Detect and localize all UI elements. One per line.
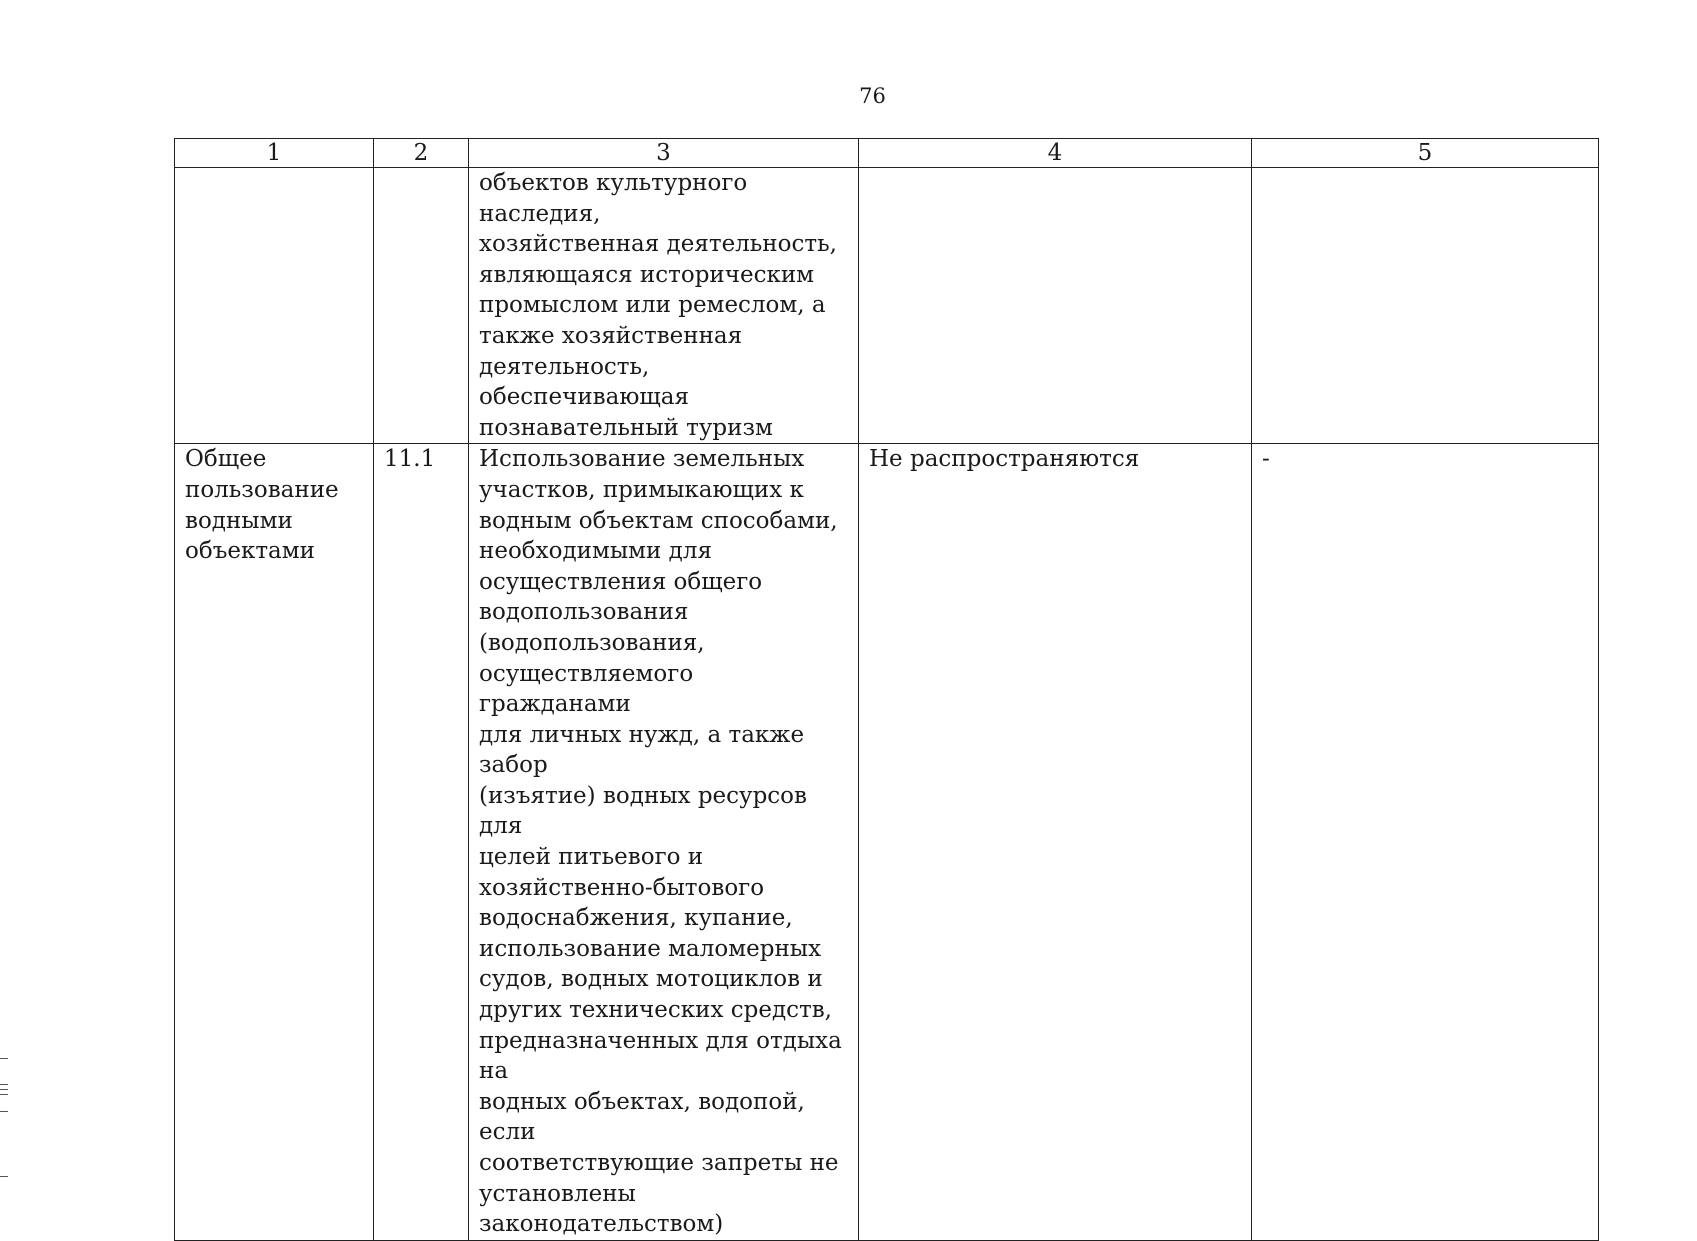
page-number: 76 (859, 84, 886, 108)
table-cell-description: объектов культурного наследия, хозяйственная деятельность, являющаяся историческим промыслом или ремеслом, а также хозяйственная деятельность, обеспечивающая познавательный туризм (469, 168, 859, 444)
table-header-row (175, 139, 1599, 168)
table-cell-col4 (859, 168, 1252, 444)
table-cell-col5: - (1252, 444, 1599, 1240)
table-cell-name: Общее пользование водными объектами (175, 444, 374, 1240)
column-header-5: 5 (1252, 139, 1599, 168)
table-row (175, 444, 1599, 1240)
scan-artifact-mark (0, 1058, 8, 1059)
table-row (175, 168, 1599, 444)
scan-artifact-mark (0, 1084, 8, 1085)
scan-artifact-mark (0, 1176, 8, 1177)
column-header-1: 1 (175, 139, 374, 168)
table-cell-col4: Не распространяются (859, 444, 1252, 1240)
table-cell-col5 (1252, 168, 1599, 444)
data-table (174, 138, 1599, 1241)
scan-artifact-mark (0, 1089, 8, 1090)
scan-artifact-mark (0, 1111, 8, 1112)
column-header-2: 2 (374, 139, 469, 168)
column-header-3: 3 (469, 139, 859, 168)
column-header-4: 4 (859, 139, 1252, 168)
table-cell-name (175, 168, 374, 444)
scan-artifact-mark (0, 1094, 8, 1095)
table-cell-code (374, 168, 469, 444)
table-cell-code: 11.1 (374, 444, 469, 1240)
table-cell-description: Использование земельных участков, примыкающих к водным объектам способами, необходимыми для осуществления общего водопользования (водопользования, осуществляемого гражданами для личных нужд, а также забор (изъятие) водных ресурсов для целей питьевого и хозяйственно-бытового водоснабжения, купание, использование маломерных судов, водных мотоциклов и других технических средств, предназначенных для отдыха на водных объектах, водопой, если соответствующие запреты не установлены законодательством) (469, 444, 859, 1240)
